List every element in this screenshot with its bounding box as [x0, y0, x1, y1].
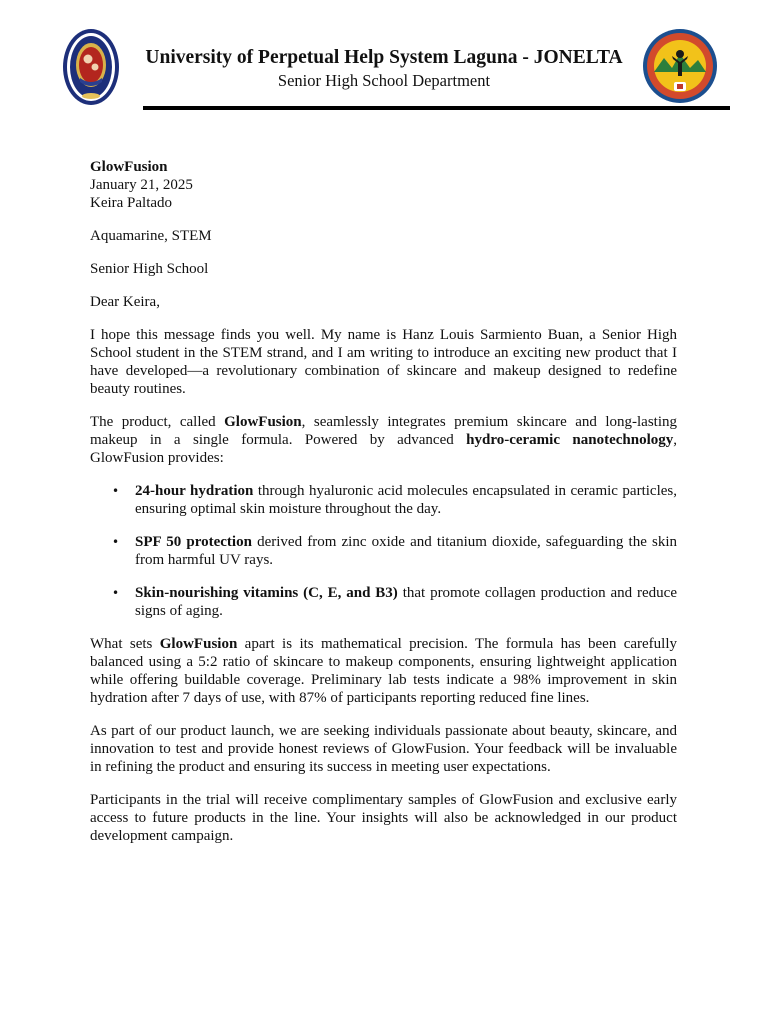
product-name: GlowFusion [159, 636, 238, 652]
technology-name: hydro-ceramic nanotechnology [466, 432, 674, 448]
salutation: Dear Keira, [90, 294, 160, 310]
bullet-icon: • [112, 586, 120, 600]
university-name: University of Perpetual Help System Laguna - JONELTA [145, 47, 623, 68]
uphsl-seal-icon [62, 28, 120, 106]
list-item: • SPF 50 protection derived from zinc oxide and titanium dioxide, safeguarding the skin from harmful UV rays. [112, 534, 678, 568]
bullet-icon: • [112, 484, 120, 498]
product-name: GlowFusion [224, 414, 302, 430]
header-divider [143, 106, 730, 110]
paragraph-introduction: I hope this message finds you well. My name is Hanz Louis Sarmiento Buan, a Senior High School student in the STEM strand, and I am writing to introduce an exciting new product that I have developed—a revolutionary combination of skincare and makeup designed to redefine beauty routines. [90, 327, 677, 397]
paragraph-product: The product, called GlowFusion, seamlessly integrates premium skincare and long-lasting makeup in a single formula. Powered by advanced hydro-ceramic nanotechnology, GlowFusion provides: [90, 414, 677, 466]
paragraph-benefits: Participants in the trial will receive complimentary samples of GlowFusion and exclusive early access to future products in the line. Your insights will also be acknowledged in our product development campaign. [90, 792, 677, 844]
letterhead [0, 0, 768, 120]
recipient-name: Keira Paltado [90, 195, 173, 211]
letter-body [90, 158, 677, 860]
feature-list [90, 482, 677, 620]
recipient-school: Senior High School [90, 261, 209, 277]
recipient-section: Aquamarine, STEM [90, 228, 212, 244]
sender-company: GlowFusion [90, 159, 168, 175]
letter-date: January 21, 2025 [90, 177, 193, 193]
department-name: Senior High School Department [277, 71, 491, 90]
list-item: • Skin-nourishing vitamins (C, E, and B3) that promote collagen production and reduce signs of aging. [112, 585, 677, 619]
paragraph-launch: As part of our product launch, we are seeking individuals passionate about beauty, skincare, and innovation to test and provide honest reviews of GlowFusion. Your feedback will be invaluable in refining the product and ensuring its success in meeting user expectations. [90, 723, 677, 775]
bullet-icon: • [112, 535, 120, 549]
paragraph-precision: What sets GlowFusion apart is its mathematical precision. The formula has been carefully balanced using a 5:2 ratio of skincare to makeup components, ensuring lightweight application while offering buildable coverage. Preliminary lab tests indicate a 98% improvement in skin hydration after 7 days of use, with 87% of participants reporting reduced fine lines. [90, 636, 677, 706]
senior-high-school-seal-icon [642, 28, 718, 104]
list-item: • 24-hour hydration through hyaluronic acid molecules encapsulated in ceramic particles, ensuring optimal skin moisture throughout the day. [112, 483, 677, 517]
